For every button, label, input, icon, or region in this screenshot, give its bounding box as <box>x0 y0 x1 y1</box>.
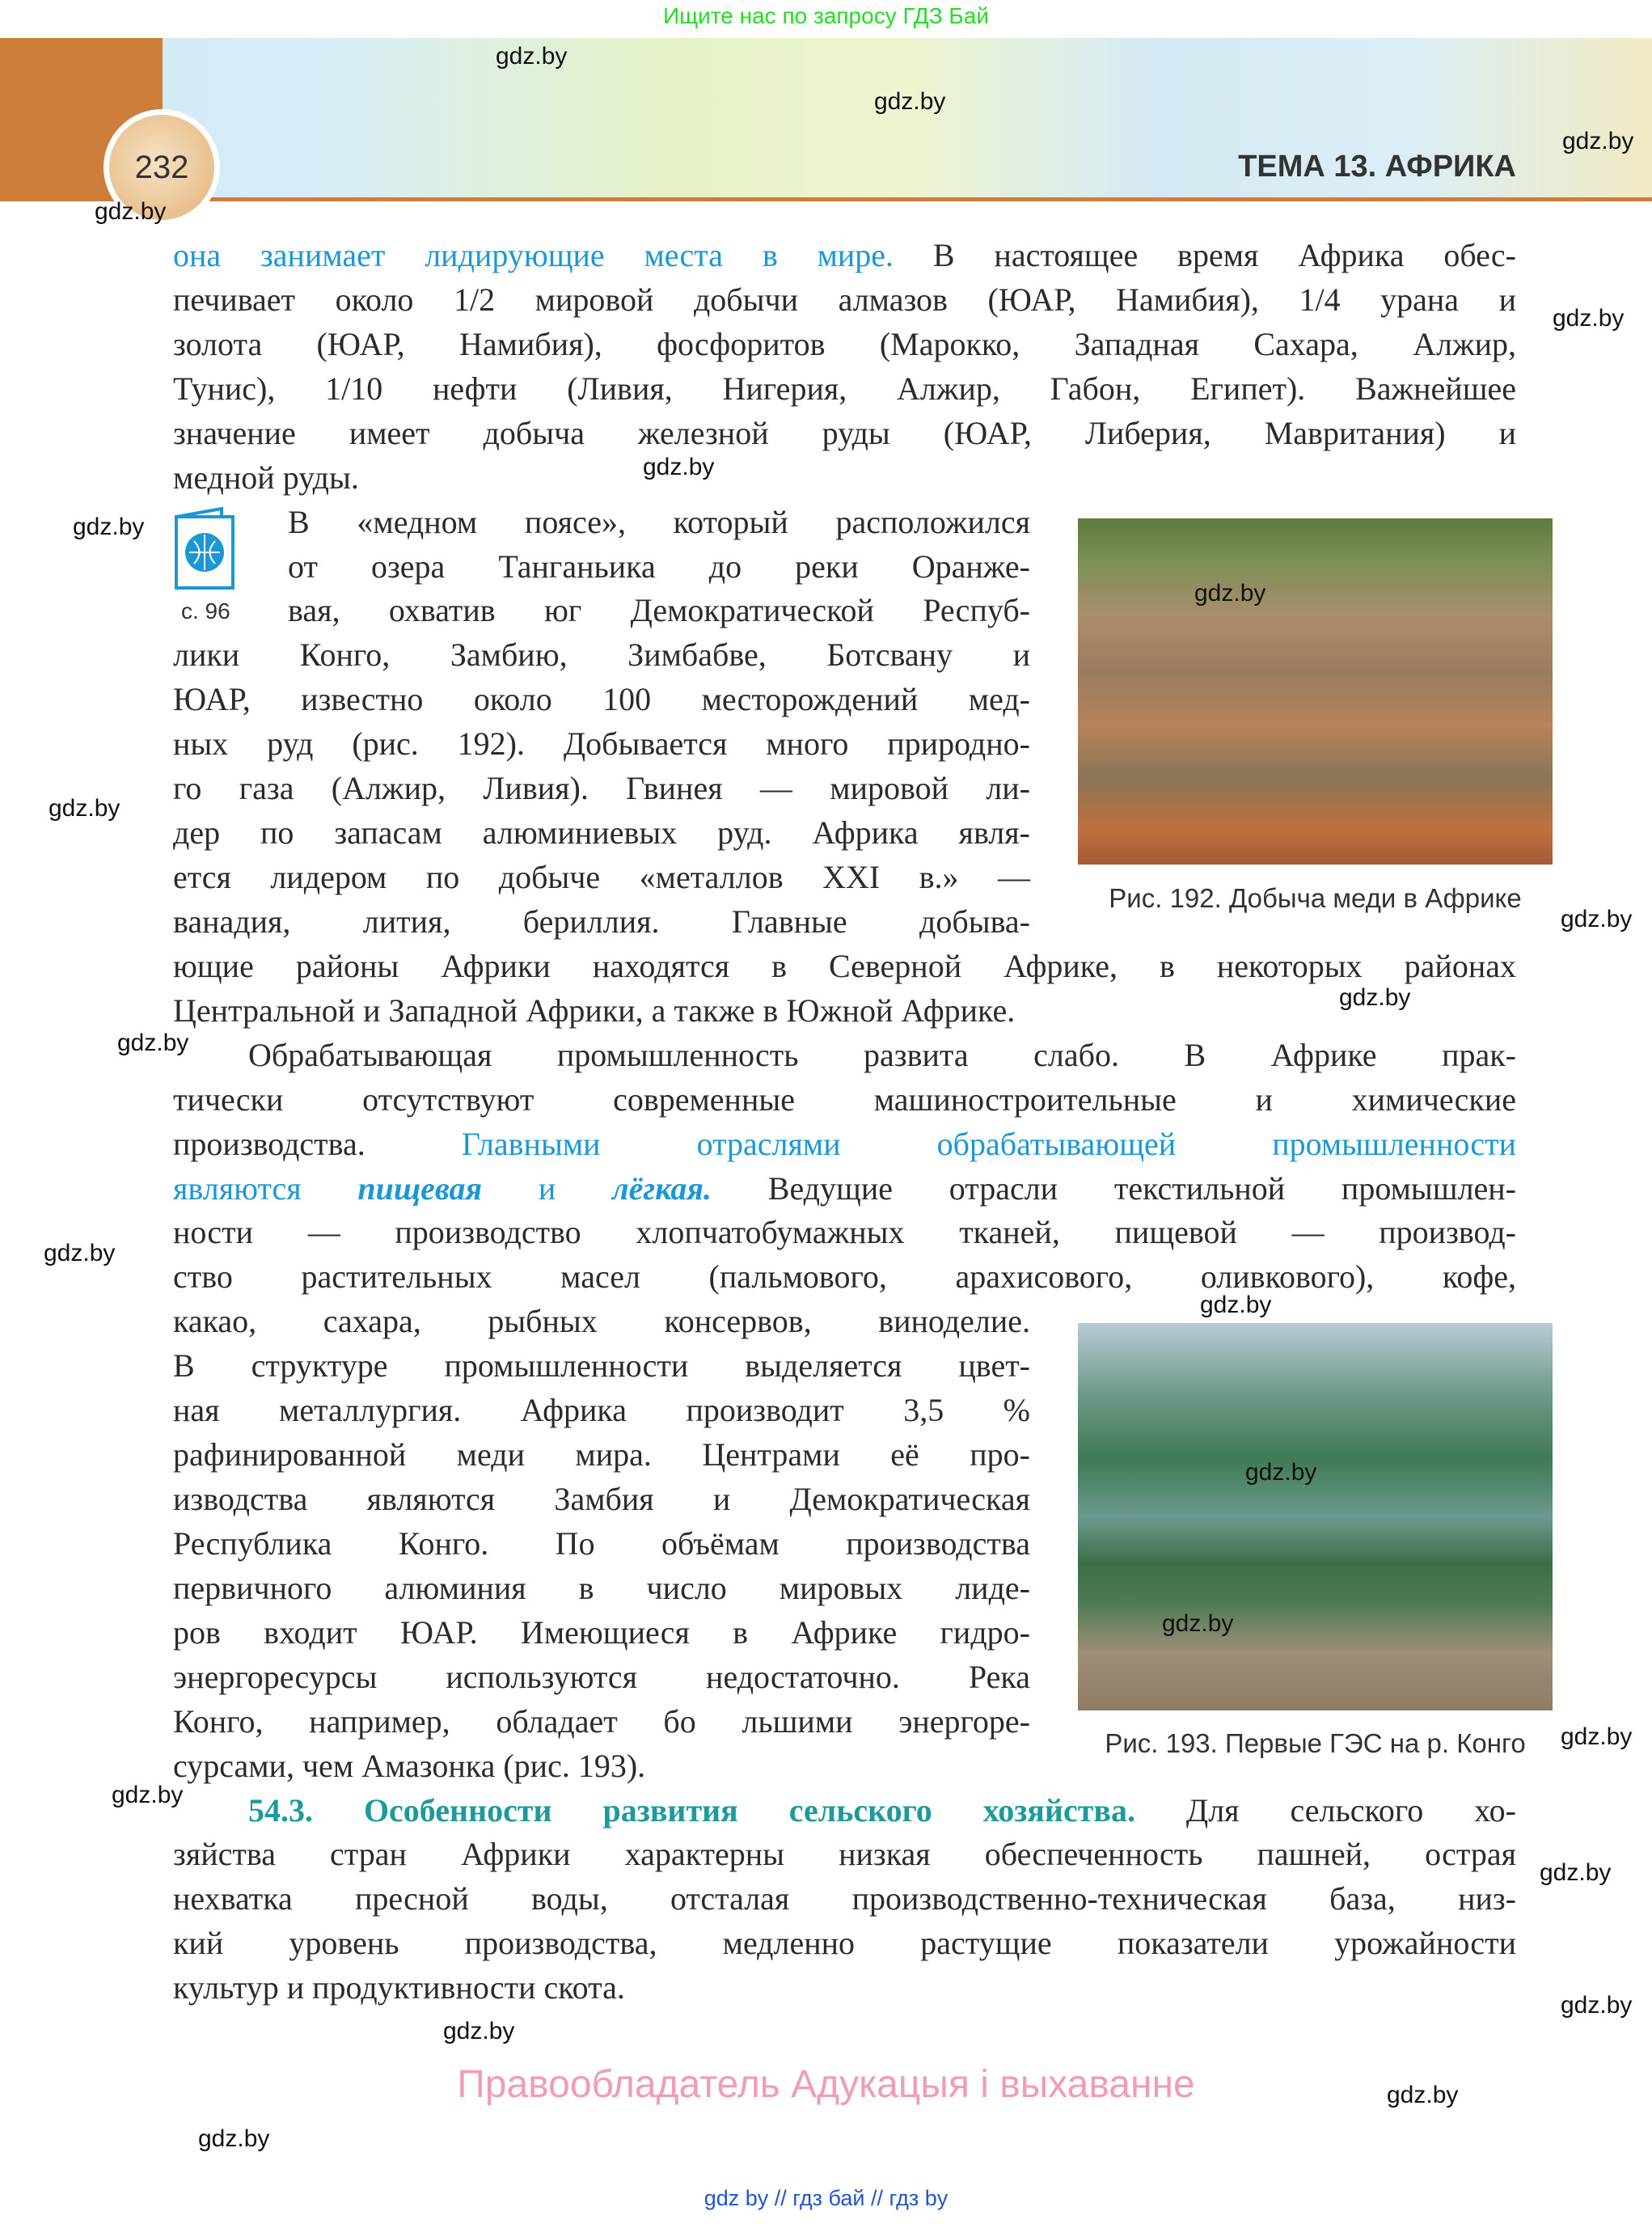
text-line <box>173 233 1516 277</box>
text-segment: Конго, например, обладает бо льшими энергоре- <box>173 1702 1030 1740</box>
text-segment: зяйства стран Африки характерны низкая обеспеченность пашней, острая <box>173 1836 1516 1873</box>
text-line <box>173 944 1516 988</box>
text-segment: ных руд (рис. 192). Добывается много природно- <box>173 725 1030 763</box>
text-line <box>173 1699 1030 1744</box>
text-segment: Тунис), 1/10 нефти (Ливия, Нигерия, Алжир, Габон, Египет). Важнейшее <box>173 370 1516 407</box>
page-number: 232 <box>104 109 220 226</box>
highlighted-text: лёгкая. <box>612 1169 712 1207</box>
highlighted-text: Главными отраслями обрабатывающей промышленности <box>461 1125 1516 1162</box>
fig192-caption: Рис. 192. Добыча меди в Африке <box>1109 883 1522 913</box>
text-segment: В структуре промышленности выделяется цвет- <box>173 1347 1030 1385</box>
text-segment: лики Конго, Замбию, Зимбабве, Ботсвану и <box>173 636 1030 674</box>
text-segment: энергоресурсы используются недостаточно. Река <box>173 1658 1030 1695</box>
text-segment: ЮАР, известно около 100 месторождений мед- <box>173 681 1030 718</box>
text-segment: первичного алюминия в число мировых лиде- <box>173 1569 1030 1606</box>
text-line <box>173 455 1516 500</box>
gdz-watermark: gdz.by <box>1561 906 1633 932</box>
gdz-watermark: gdz.by <box>443 2018 515 2044</box>
text-segment: сурсами, чем Амазонка (рис. 193). <box>173 1747 646 1784</box>
text-line <box>173 766 1030 810</box>
congo-hydro-plant-photo <box>1078 1323 1553 1710</box>
text-segment: ности — производство хлопчатобумажных тканей, пищевой — производ- <box>173 1214 1516 1251</box>
gdz-watermark: gdz.by <box>496 43 568 70</box>
text-segment: ется лидером по добыче «металлов XXI в.» — <box>173 859 1030 896</box>
gdz-watermark: gdz.by <box>44 1240 116 1266</box>
gdz-watermark: gdz.by <box>49 795 120 822</box>
text-line <box>288 588 1030 632</box>
text-segment: ванадия, лития, бериллия. Главные добыва- <box>173 903 1030 940</box>
highlighted-text: она занимает лидирующие места в мире. <box>173 237 894 273</box>
section-heading: 54.3. Особенности развития сельского хозяйства. <box>248 1791 1135 1829</box>
gdz-watermark: gdz.by <box>112 1782 184 1808</box>
atlas-page-reference: с. 96 <box>181 598 230 624</box>
gdz-watermark: gdz.by <box>1561 1723 1633 1750</box>
text-segment: го газа (Алжир, Ливия). Гвинея — мировой ли- <box>173 770 1030 807</box>
text-line <box>173 899 1030 944</box>
fig193-caption: Рис. 193. Первые ГЭС на р. Конго <box>1105 1728 1526 1758</box>
gdz-watermark: gdz.by <box>1245 1459 1317 1486</box>
text-segment: Центральной и Западной Африки, а также в Южной Африке. <box>173 991 1016 1029</box>
gdz-watermark: gdz.by <box>643 454 715 480</box>
text-line <box>173 1921 1516 1965</box>
highlighted-text: пищевая <box>357 1169 483 1207</box>
text-line <box>173 988 1516 1033</box>
text-line <box>248 1033 1516 1077</box>
text-line <box>173 1477 1030 1521</box>
text-line <box>173 721 1030 766</box>
text-segment: Для сельского хо- <box>1134 1791 1516 1829</box>
text-segment: ров входит ЮАР. Имеющиеся в Африке гидро- <box>173 1613 1030 1651</box>
text-line <box>173 411 1516 455</box>
text-segment: какао, сахара, рыбных консервов, виноделие. <box>173 1303 1030 1340</box>
text-line <box>173 1610 1030 1655</box>
atlas-book-icon <box>173 507 236 591</box>
copyright-notice: Правообладатель Адукацыя і выхаванне <box>457 2063 1195 2106</box>
text-line <box>248 1788 1516 1833</box>
gdz-watermark: gdz.by <box>1200 1292 1272 1318</box>
footer-links[interactable]: gdz by // гдз бай // гдз by <box>703 2186 949 2210</box>
text-line <box>173 1210 1516 1254</box>
text-segment: медной руды. <box>173 459 359 496</box>
gdz-watermark: gdz.by <box>1339 984 1411 1011</box>
text-line <box>173 1432 1030 1477</box>
gdz-watermark: gdz.by <box>1387 2082 1459 2108</box>
text-segment: нехватка пресной воды, отсталая производственно-техническая база, низ- <box>173 1880 1516 1917</box>
text-line <box>173 277 1516 322</box>
text-segment: кий уровень производства, медленно растущие показатели урожайности <box>173 1925 1516 1962</box>
text-line <box>173 677 1030 721</box>
text-segment: Ведущие отрасли текстильной промышлен- <box>712 1169 1517 1207</box>
gdz-watermark: gdz.by <box>95 198 167 225</box>
gdz-watermark: gdz.by <box>1162 1610 1234 1637</box>
copper-mine-photo <box>1078 518 1553 865</box>
search-hint-banner: Ищите нас по запросу ГДЗ Бай <box>662 3 990 28</box>
gdz-watermark: gdz.by <box>117 1030 189 1056</box>
gdz-watermark: gdz.by <box>1561 1992 1633 2019</box>
text-line <box>173 1077 1516 1122</box>
text-line <box>173 810 1030 855</box>
text-line <box>173 1965 1516 2010</box>
text-line <box>173 1166 1516 1211</box>
gdz-watermark: gdz.by <box>198 2125 270 2152</box>
text-segment: вая, охватив юг Демократической Респуб- <box>288 592 1030 629</box>
text-segment: печивает около 1/2 мировой добычи алмазов (ЮАР, Намибия), 1/4 урана и <box>173 281 1516 318</box>
text-segment: Республика Конго. По объёмам производства <box>173 1524 1030 1562</box>
text-line <box>288 544 1030 589</box>
gdz-watermark: gdz.by <box>1194 580 1266 607</box>
text-line <box>173 1832 1516 1876</box>
text-segment: тически отсутствуют современные машиностроительные и химические <box>173 1080 1516 1118</box>
text-segment: изводства являются Замбия и Демократическая <box>173 1481 1030 1518</box>
header-divider <box>0 197 1652 201</box>
gdz-watermark: gdz.by <box>874 88 946 115</box>
text-segment: от озера Танганьика до реки Оранже- <box>288 548 1030 585</box>
text-segment: дер по запасам алюминиевых руд. Африка явля- <box>173 814 1030 852</box>
text-line <box>173 1122 1516 1166</box>
gdz-watermark: gdz.by <box>1540 1859 1612 1886</box>
text-segment: культур и продуктивности скота. <box>173 1969 625 2006</box>
text-line <box>173 322 1516 366</box>
highlighted-text: и <box>482 1169 613 1207</box>
text-segment: ство растительных масел (пальмового, арахисового, оливкового), кофе, <box>173 1258 1516 1296</box>
text-line <box>173 1876 1516 1921</box>
gdz-watermark: gdz.by <box>1562 128 1634 154</box>
topic-title: ТЕМА 13. АФРИКА <box>1238 150 1516 184</box>
text-line <box>173 855 1030 899</box>
text-segment: ная металлургия. Африка производит 3,5 % <box>173 1392 1030 1429</box>
gdz-watermark: gdz.by <box>1553 305 1625 332</box>
text-line <box>173 1254 1516 1299</box>
text-line <box>173 632 1030 677</box>
text-line <box>173 1521 1030 1566</box>
text-line <box>173 366 1516 411</box>
text-segment: производства. <box>173 1125 462 1162</box>
text-line <box>288 500 1030 544</box>
text-segment: Обрабатывающая промышленность развита слабо. В Африке прак- <box>248 1036 1516 1073</box>
highlighted-text: являются <box>173 1169 358 1207</box>
text-segment: В «медном поясе», который расположился <box>288 503 1030 540</box>
text-segment: золота (ЮАР, Намибия), фосфоритов (Марокко, Западная Сахара, Алжир, <box>173 325 1516 362</box>
text-segment: В настоящее время Африка обес- <box>894 237 1516 273</box>
text-segment: значение имеет добыча железной руды (ЮАР, Либерия, Мавритания) и <box>173 414 1516 451</box>
text-line <box>173 1388 1030 1432</box>
text-line <box>173 1655 1030 1699</box>
gdz-watermark: gdz.by <box>73 514 145 540</box>
text-line <box>173 1566 1030 1610</box>
text-segment: рафинированной меди мира. Центрами её про- <box>173 1436 1030 1474</box>
text-segment: ющие районы Африки находятся в Северной Африке, в некоторых районах <box>173 947 1516 984</box>
text-line <box>173 1343 1030 1388</box>
text-line <box>173 1299 1030 1343</box>
text-line <box>173 1744 1030 1788</box>
